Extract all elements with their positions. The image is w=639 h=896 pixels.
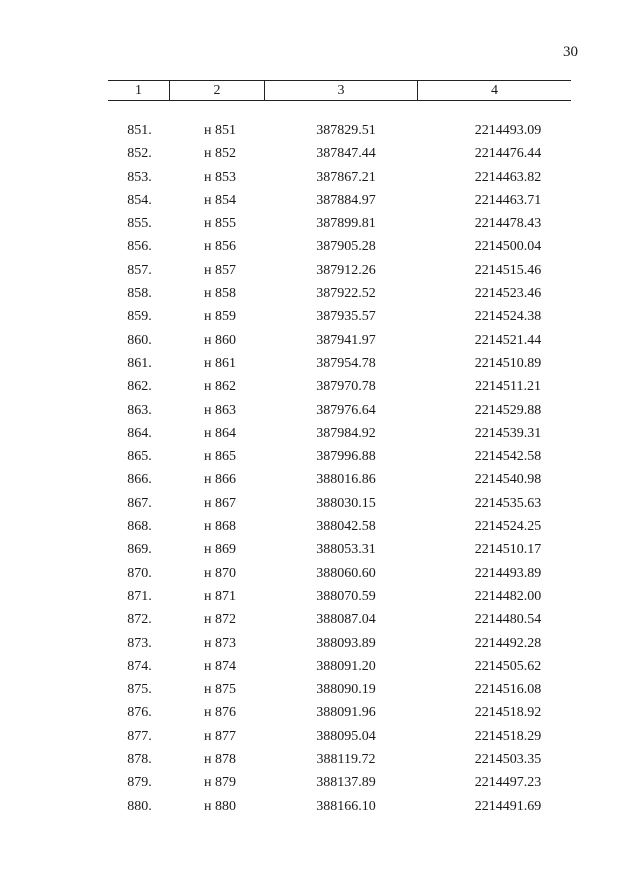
y-coordinate: 2214503.35 [474, 752, 542, 768]
x-coordinate: 387922.52 [316, 286, 376, 302]
point-label: н 872 [204, 612, 236, 628]
point-label: н 871 [204, 588, 236, 604]
row-number: 872. [127, 612, 152, 628]
point-label: н 877 [204, 728, 236, 744]
y-coordinate: 2214523.46 [474, 286, 542, 302]
point-label: н 870 [204, 565, 236, 581]
table-row [108, 142, 571, 165]
table-row [108, 352, 571, 375]
x-coordinate: 388090.19 [316, 682, 376, 698]
x-coordinate: 387970.78 [316, 379, 376, 395]
y-coordinate: 2214463.82 [474, 169, 542, 185]
point-label: н 880 [204, 798, 236, 814]
row-number: 864. [127, 425, 152, 441]
table-row [108, 655, 571, 678]
row-number: 862. [127, 379, 152, 395]
table-row [108, 492, 571, 515]
y-coordinate: 2214492.28 [474, 635, 542, 651]
y-coordinate: 2214539.31 [474, 425, 542, 441]
x-coordinate: 387899.81 [316, 216, 376, 232]
y-coordinate: 2214510.17 [474, 542, 542, 558]
x-coordinate: 387912.26 [316, 262, 376, 278]
table-row [108, 212, 571, 235]
row-number: 855. [127, 216, 152, 232]
table-row [108, 678, 571, 701]
x-coordinate: 387941.97 [316, 332, 376, 348]
table-row [108, 305, 571, 328]
point-label: н 878 [204, 752, 236, 768]
table-row [108, 725, 571, 748]
table-row [108, 399, 571, 422]
row-number: 858. [127, 286, 152, 302]
table-row [108, 748, 571, 771]
x-coordinate: 387905.28 [316, 239, 376, 255]
column-header-4: 4 [417, 81, 571, 100]
point-label: н 867 [204, 495, 236, 511]
row-number: 863. [127, 402, 152, 418]
point-label: н 858 [204, 286, 236, 302]
point-label: н 856 [204, 239, 236, 255]
y-coordinate: 2214500.04 [474, 239, 542, 255]
table-row [108, 422, 571, 445]
table-row [108, 538, 571, 561]
row-number: 856. [127, 239, 152, 255]
row-number: 851. [127, 123, 152, 138]
row-number: 865. [127, 449, 152, 465]
x-coordinate: 387976.64 [316, 402, 376, 418]
table-row [108, 562, 571, 585]
point-label: н 875 [204, 682, 236, 698]
row-number: 878. [127, 752, 152, 768]
x-coordinate: 387884.97 [316, 192, 376, 208]
point-label: н 873 [204, 635, 236, 651]
y-coordinate: 2214505.62 [474, 658, 542, 674]
x-coordinate: 388166.10 [316, 798, 376, 814]
y-coordinate: 2214497.23 [474, 775, 542, 791]
point-label: н 865 [204, 449, 236, 465]
point-label: н 860 [204, 332, 236, 348]
row-number: 877. [127, 728, 152, 744]
table-row [108, 282, 571, 305]
table-row [108, 375, 571, 398]
column-header-2: 2 [169, 81, 264, 100]
row-number: 876. [127, 705, 152, 721]
y-coordinate: 2214540.98 [474, 472, 542, 488]
table-row [108, 608, 571, 631]
row-number: 870. [127, 565, 152, 581]
table-row [108, 189, 571, 212]
table-row [108, 166, 571, 189]
row-number: 859. [127, 309, 152, 325]
x-coordinate: 388042.58 [316, 519, 376, 535]
row-number: 861. [127, 355, 152, 371]
y-coordinate: 2214478.43 [474, 216, 542, 232]
x-coordinate: 388030.15 [316, 495, 376, 511]
x-coordinate: 388087.04 [316, 612, 376, 628]
table-row [108, 259, 571, 282]
point-label: н 857 [204, 262, 236, 278]
column-header-3: 3 [264, 81, 417, 100]
table-row [108, 119, 571, 142]
y-coordinate: 2214535.63 [474, 495, 542, 511]
x-coordinate: 388016.86 [316, 472, 376, 488]
x-coordinate: 388095.04 [316, 728, 376, 744]
row-number: 874. [127, 658, 152, 674]
table-row [108, 445, 571, 468]
y-coordinate: 2214491.69 [474, 798, 542, 814]
point-label: н 862 [204, 379, 236, 395]
point-label: н 863 [204, 402, 236, 418]
table-row [108, 515, 571, 538]
row-number: 869. [127, 542, 152, 558]
point-label: н 854 [204, 192, 236, 208]
y-coordinate: 2214524.25 [474, 519, 542, 535]
row-number: 880. [127, 798, 152, 814]
point-label: н 851 [204, 123, 236, 138]
y-coordinate: 2214516.08 [474, 682, 542, 698]
x-coordinate: 387867.21 [316, 169, 376, 185]
table-row [108, 585, 571, 608]
table-row [108, 701, 571, 724]
x-coordinate: 388091.20 [316, 658, 376, 674]
page-number: 30 [563, 44, 578, 60]
point-label: н 866 [204, 472, 236, 488]
y-coordinate: 2214542.58 [474, 449, 542, 465]
x-coordinate: 388053.31 [316, 542, 376, 558]
x-coordinate: 387984.92 [316, 425, 376, 441]
y-coordinate: 2214463.71 [474, 192, 542, 208]
x-coordinate: 388119.72 [316, 752, 376, 768]
table-row [108, 235, 571, 258]
x-coordinate: 387935.57 [316, 309, 376, 325]
table-header [108, 80, 571, 101]
row-number: 873. [127, 635, 152, 651]
row-number: 852. [127, 146, 152, 162]
point-label: н 879 [204, 775, 236, 791]
y-coordinate: 2214529.88 [474, 402, 542, 418]
point-label: н 864 [204, 425, 236, 441]
coordinates-table-body [108, 119, 571, 818]
y-coordinate: 2214480.54 [474, 612, 542, 628]
point-label: н 874 [204, 658, 236, 674]
row-number: 867. [127, 495, 152, 511]
table-row [108, 771, 571, 794]
table-row [108, 632, 571, 655]
x-coordinate: 388137.89 [316, 775, 376, 791]
point-label: н 876 [204, 705, 236, 721]
table-row [108, 795, 571, 818]
y-coordinate: 2214482.00 [474, 588, 542, 604]
x-coordinate: 388093.89 [316, 635, 376, 651]
x-coordinate: 387996.88 [316, 449, 376, 465]
row-number: 868. [127, 519, 152, 535]
y-coordinate: 2214515.46 [474, 262, 542, 278]
row-number: 875. [127, 682, 152, 698]
x-coordinate: 388070.59 [316, 588, 376, 604]
y-coordinate: 2214511.21 [475, 379, 541, 395]
y-coordinate: 2214524.38 [474, 309, 542, 325]
x-coordinate: 387847.44 [316, 146, 376, 162]
table-row [108, 468, 571, 491]
row-number: 860. [127, 332, 152, 348]
point-label: н 853 [204, 169, 236, 185]
y-coordinate: 2214518.29 [474, 728, 542, 744]
point-label: н 859 [204, 309, 236, 325]
column-header-1: 1 [135, 83, 142, 98]
point-label: н 861 [204, 355, 236, 371]
x-coordinate: 387829.51 [316, 123, 376, 138]
point-label: н 868 [204, 519, 236, 535]
point-label: н 855 [204, 216, 236, 232]
x-coordinate: 388091.96 [316, 705, 376, 721]
table-row [108, 329, 571, 352]
x-coordinate: 388060.60 [316, 565, 376, 581]
row-number: 854. [127, 192, 152, 208]
x-coordinate: 387954.78 [316, 355, 376, 371]
point-label: н 869 [204, 542, 236, 558]
row-number: 871. [127, 588, 152, 604]
y-coordinate: 2214493.09 [474, 123, 542, 138]
point-label: н 852 [204, 146, 236, 162]
y-coordinate: 2214518.92 [474, 705, 542, 721]
y-coordinate: 2214476.44 [474, 146, 542, 162]
y-coordinate: 2214493.89 [474, 565, 542, 581]
y-coordinate: 2214521.44 [474, 332, 542, 348]
y-coordinate: 2214510.89 [474, 355, 542, 371]
row-number: 853. [127, 169, 152, 185]
row-number: 866. [127, 472, 152, 488]
row-number: 857. [127, 262, 152, 278]
row-number: 879. [127, 775, 152, 791]
